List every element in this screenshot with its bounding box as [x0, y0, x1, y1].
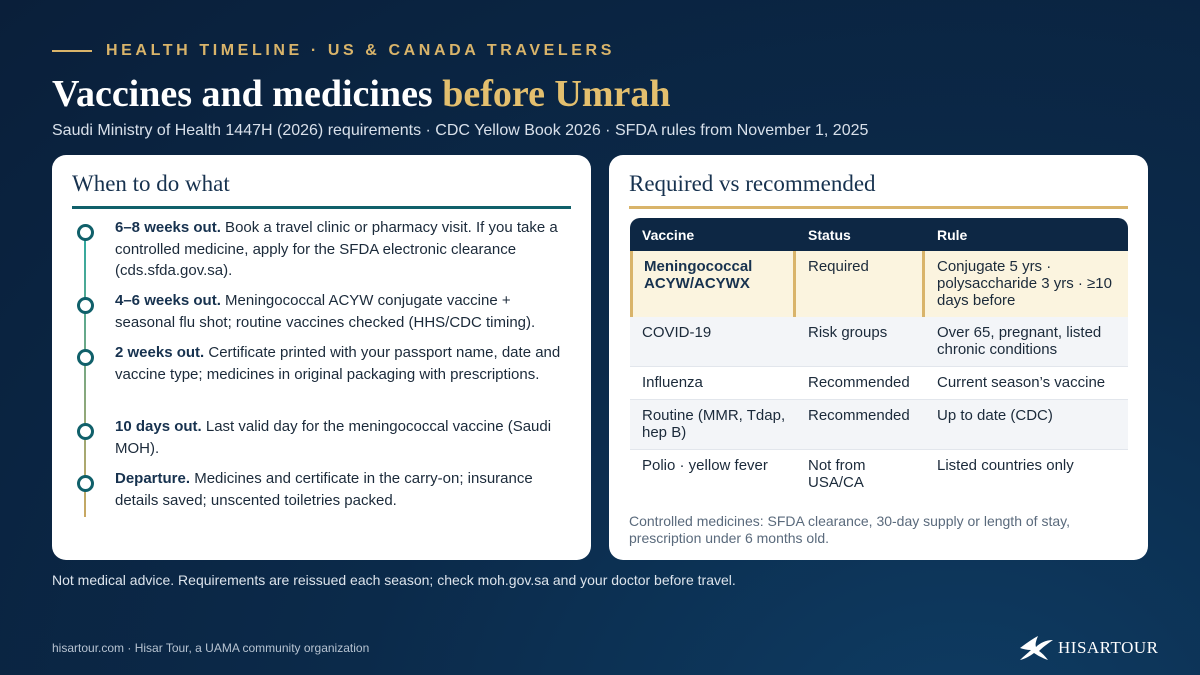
cell-vaccine: Polio · yellow fever [642, 457, 768, 474]
timeline-item-lead: 6–8 weeks out. [115, 219, 221, 236]
timeline-card [52, 155, 591, 560]
title-accent: before Umrah [442, 73, 671, 115]
eyebrow [52, 42, 615, 60]
timeline-item-text: Book a travel clinic or pharmacy visit. If you take a controlled medicine, apply for the SFDA electronic clearance (cds.sfda.gov.sa). [115, 219, 558, 279]
table-note: Controlled medicines: SFDA clearance, 30-day supply or length of stay, prescription under 6 months old. [629, 513, 1070, 546]
column-header-vaccine: Vaccine [642, 226, 695, 243]
timeline-item-text: Medicines and certificate in the carry-on; insurance details saved; unscented toiletries packed. [115, 470, 533, 509]
table-row [630, 367, 1128, 400]
timeline-divider [72, 206, 571, 209]
cell-rule: Over 65, pregnant, listed chronic conditions [937, 324, 1102, 358]
cell-status: Recommended [808, 374, 910, 391]
vaccine-table-card [609, 155, 1148, 560]
eyebrow-text: HEALTH TIMELINE · US & CANADA TRAVELERS [106, 42, 615, 59]
page-title [52, 72, 671, 116]
cell-status: Risk groups [808, 324, 888, 341]
cell-vaccine: Meningococcal ACYW/ACYWX [630, 251, 796, 317]
disclaimer: Not medical advice. Requirements are reissued each season; check moh.gov.sa and your doctor before travel. [52, 572, 736, 588]
logo-bird-icon [1018, 634, 1054, 662]
timeline-item-lead: 4–6 weeks out. [115, 292, 221, 309]
hisartour-logo [1018, 634, 1158, 662]
timeline-dot-icon [77, 475, 94, 492]
cell-status: Not from USA/CA [808, 457, 866, 491]
timeline-item-lead: Departure. [115, 470, 191, 487]
timeline-heading: When to do what [72, 171, 230, 196]
column-header-status: Status [808, 226, 851, 243]
timeline-item-text: Meningococcal ACYW conjugate vaccine + seasonal flu shot; routine vaccines checked (HHS/CDC timing). [115, 292, 536, 331]
timeline-item [72, 342, 572, 385]
column-header-rule: Rule [937, 226, 968, 243]
timeline-dot-icon [77, 423, 94, 440]
cell-rule: Up to date (CDC) [937, 407, 1053, 424]
timeline-item-text: Last valid day for the meningococcal vaccine (Saudi MOH). [115, 418, 552, 457]
page-subtitle: Saudi Ministry of Health 1447H (2026) requirements · CDC Yellow Book 2026 · SFDA rules from November 1, 2025 [52, 122, 869, 139]
table-row [630, 317, 1128, 367]
cell-rule: Current season’s vaccine [937, 374, 1106, 391]
cell-status: Recommended [808, 407, 910, 424]
cell-vaccine: COVID-19 [642, 324, 712, 341]
table-heading: Required vs recommended [629, 171, 876, 196]
eyebrow-line [52, 50, 92, 52]
timeline-dot-icon [77, 297, 94, 314]
timeline-item [72, 290, 572, 333]
timeline-item-text: Certificate printed with your passport name, date and vaccine type; medicines in original packaging with prescriptions. [115, 344, 561, 383]
timeline-item-lead: 10 days out. [115, 418, 202, 435]
timeline-dot-icon [77, 349, 94, 366]
table-row [630, 251, 1128, 317]
table-header-row [630, 218, 1128, 251]
cell-vaccine: Influenza [642, 374, 703, 391]
footer-text: hisartour.com · Hisar Tour, a UAMA community organization [52, 641, 370, 655]
cell-rule: Conjugate 5 yrs · polysaccharide 3 yrs · ≥10 days before [937, 258, 1112, 309]
cell-vaccine: Routine (MMR, Tdap, hep B) [642, 407, 786, 441]
timeline-item [72, 468, 572, 511]
timeline-dot-icon [77, 224, 94, 241]
cell-rule: Listed countries only [937, 457, 1074, 474]
table-row [630, 450, 1128, 499]
cell-status: Required [796, 251, 925, 317]
timeline-item [72, 217, 572, 282]
logo-text: HISARTOUR [1058, 638, 1159, 657]
title-main: Vaccines and medicines [52, 73, 443, 115]
timeline-item-lead: 2 weeks out. [115, 344, 205, 361]
table-divider [629, 206, 1128, 209]
vaccine-table [630, 218, 1128, 499]
table-row [630, 400, 1128, 450]
timeline-item [72, 416, 572, 459]
